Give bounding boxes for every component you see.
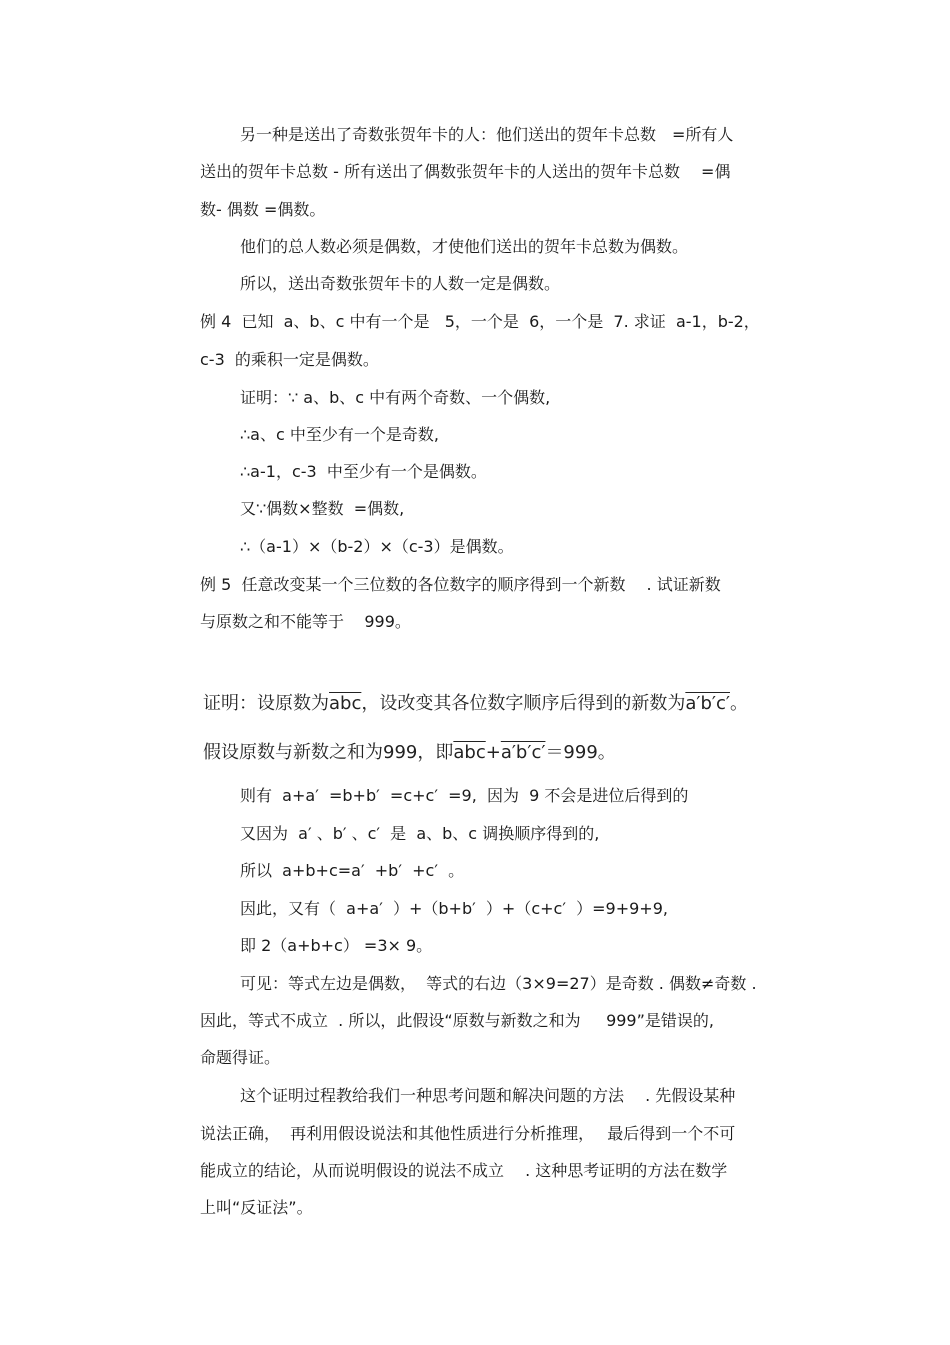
proof-image-text: 。 [729,693,748,714]
summary-line: 这个证明过程教给我们一种思考问题和解决问题的方法 . 先假设某种 [240,1086,736,1105]
plus-sign: + [485,742,501,763]
text-line: 数- 偶数 =偶数。 [200,200,326,219]
proof-image-line [203,692,748,716]
summary-line: 说法正确， 再利用假设说法和其他性质进行分析推理， 最后得到一个不可 [200,1124,736,1143]
proof-line: ∴a-1，c-3 中至少有一个是偶数。 [240,462,487,481]
conclusion-line: 可见：等式左边是偶数， 等式的右边（3×9=27）是奇数 . 偶数≠奇数 . [240,974,757,993]
conclusion-line: 因此，等式不成立 . 所以，此假设“原数与新数之和为 999”是错误的, [200,1011,714,1030]
summary-line: 上叫“反证法”。 [200,1198,313,1217]
proof-image-text: 证明：设原数为 [203,693,329,714]
proof-image-line [203,741,616,765]
proof-line: 所以 a+b+c=a′ +b′ +c′ 。 [240,861,465,880]
example-4-statement: c-3 的乘积一定是偶数。 [200,350,379,369]
proof-line: 因此，又有（ a+a′ ）+（b+b′ ）+（c+c′ ）=9+9+9, [240,899,668,918]
overlined-abc: $\overline{abc}$ [453,742,486,763]
proof-line: 即 2（a+b+c） =3× 9。 [240,936,433,955]
proof-image-text: ＝999。 [545,742,616,763]
text-line: 送出的贺年卡总数 - 所有送出了偶数张贺年卡的人送出的贺年卡总数 =偶 [200,162,731,181]
summary-line: 能成立的结论，从而说明假设的说法不成立 . 这种思考证明的方法在数学 [200,1161,728,1180]
proof-line: 证明：∵ a、b、c 中有两个奇数、一个偶数, [240,388,551,407]
overlined-new-number: a′b′c′ [685,693,730,714]
proof-image-text: 假设原数与新数之和为999，即 [203,742,454,763]
proof-line: 又因为 a′ 、b′ 、c′ 是 a、b、c 调换顺序得到的, [240,824,600,843]
proof-line: ∴a、c 中至少有一个是奇数, [240,425,439,444]
example-5-statement: 与原数之和不能等于 999。 [200,612,411,631]
proof-line: 又∵偶数×整数 =偶数, [240,499,405,518]
text-line: 所以，送出奇数张贺年卡的人数一定是偶数。 [240,274,561,293]
proof-image-text: ，设改变其各位数字顺序后得到的新数为 [361,693,686,714]
conclusion-line: 命题得证。 [200,1048,281,1067]
proof-line: 则有 a+a′ =b+b′ =c+c′ =9, 因为 9 不会是进位后得到的 [240,786,689,805]
example-4-statement: 例 4 已知 a、b、c 中有一个是 5，一个是 6，一个是 7. 求证 a-1，b-2， [200,312,760,331]
text-line: 另一种是送出了奇数张贺年卡的人：他们送出的贺年卡总数 =所有人 [240,125,734,144]
proof-line: ∴（a-1）×（b-2）×（c-3）是偶数。 [240,537,514,556]
overlined-abc: $\overline{abc}$ [329,693,362,714]
example-5-statement: 例 5 任意改变某一个三位数的各位数字的顺序得到一个新数 . 试证新数 [200,575,721,594]
overlined-new-number: a′b′c′ [500,742,546,763]
text-line: 他们的总人数必须是偶数，才使他们送出的贺年卡总数为偶数。 [240,237,689,256]
